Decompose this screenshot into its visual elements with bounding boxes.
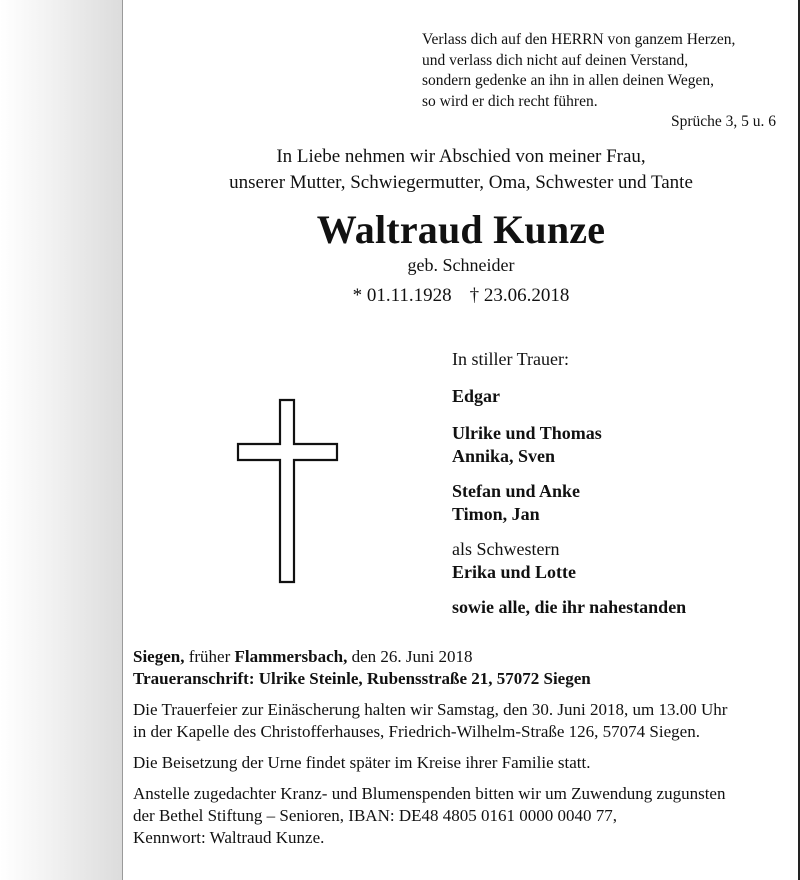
burial-note: Die Beisetzung der Urne findet später im Kreise ihrer Familie statt. [133,753,591,772]
mourning-address: Traueranschrift: Ulrike Steinle, Rubensstraße 21, 57072 Siegen [133,669,591,688]
donation-line: der Bethel Stiftung – Senioren, IBAN: DE48 4805 0161 0000 0040 77, [133,806,617,825]
ceremony-line: in der Kapelle des Christofferhauses, Friedrich-Wilhelm-Straße 126, 57074 Siegen. [133,722,700,741]
verse-line: so wird er dich recht führen. [422,92,598,110]
cross-icon [236,398,340,584]
mourner-family: Annika, Sven [452,446,556,466]
maiden-name: geb. Schneider [407,255,515,275]
donation-line: Kennwort: Waltraud Kunze. [133,828,325,847]
location-former-place: Flammersbach, [234,647,348,666]
mourners-label: In stiller Trauer: [452,349,569,369]
deceased-name: Waltraud Kunze [316,207,606,252]
page-margin-shadow [0,0,122,880]
verse-line: und verlass dich nicht auf deinen Verstand, [422,51,689,69]
mourner-family: Timon, Jan [452,504,540,524]
ceremony-line: Die Trauerfeier zur Einäscherung halten wir Samstag, den 30. Juni 2018, um 13.00 Uhr [133,700,728,719]
life-dates [122,284,800,308]
siblings-label: als Schwestern [452,539,560,559]
donation-line: Anstelle zugedachter Kranz- und Blumenspenden bitten wir um Zuwendung zugunsten [133,784,726,803]
verse-line: Verlass dich auf den HERRN von ganzem Herzen, [422,31,736,48]
location-line [133,646,783,668]
death-date: † 23.06.2018 [469,285,570,306]
location-city: Siegen, [133,647,185,666]
mourner-spouse: Edgar [452,386,501,406]
mourner-family: Stefan und Anke [452,481,581,501]
mourner-others: sowie alle, die ihr nahestanden [452,597,687,617]
intro-line: In Liebe nehmen wir Abschied von meiner Frau, [276,146,646,167]
notice-details [133,646,783,849]
intro-line: unserer Mutter, Schwiegermutter, Oma, Schwester und Tante [229,172,693,193]
location-date: den 26. Juni 2018 [347,647,473,666]
intro-text [122,144,800,196]
mourner-siblings: Erika und Lotte [452,562,577,582]
location-formerly: früher [184,647,235,666]
bible-verse [422,30,782,133]
mourners-list [452,348,782,619]
mourner-family: Ulrike und Thomas [452,423,602,443]
verse-reference: Sprüche 3, 5 u. 6 [670,113,776,130]
verse-line: sondern gedenke an ihn in allen deinen Wegen, [422,72,715,89]
birth-date: * 01.11.1928 [352,285,452,306]
